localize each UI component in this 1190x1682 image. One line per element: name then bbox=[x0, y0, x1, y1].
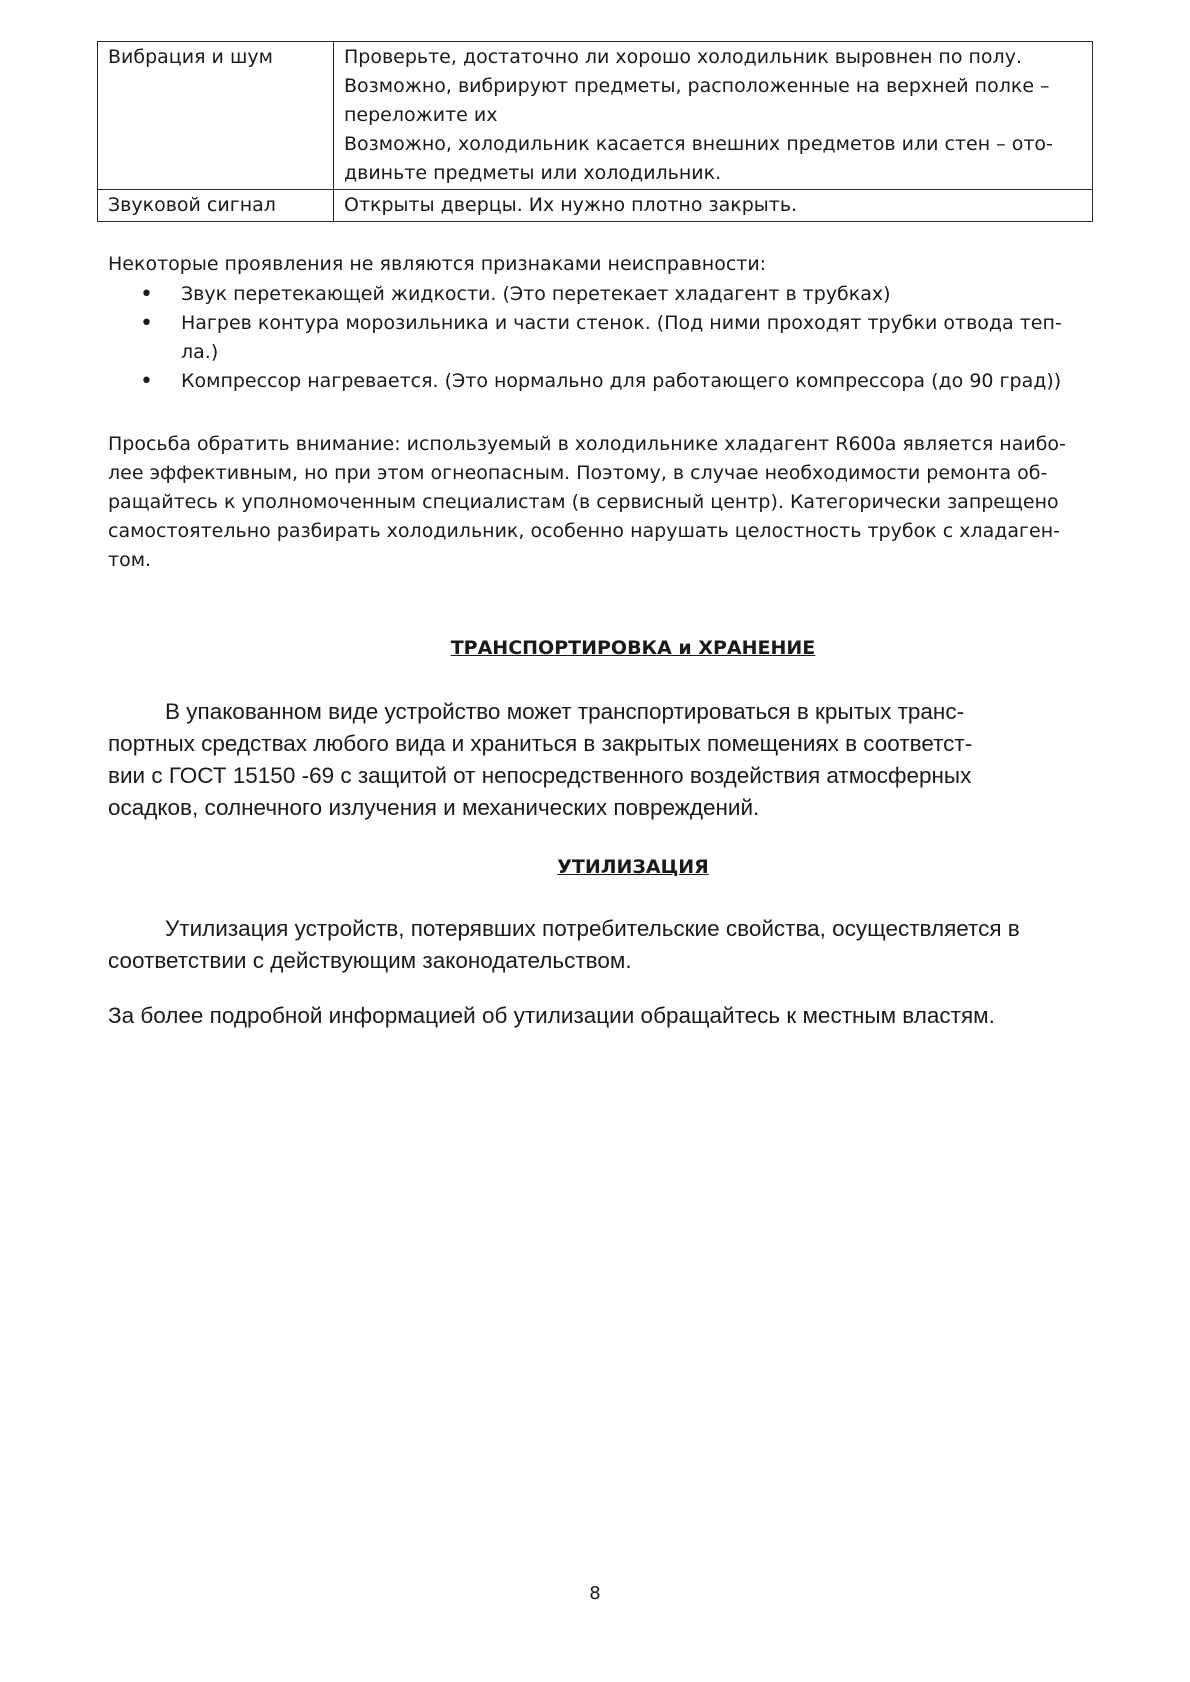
normal-signs-list bbox=[140, 280, 1062, 396]
solution-line: Проверьте, достаточно ли хорошо холодильник выровнен по полу. bbox=[344, 46, 1022, 68]
solution-line: Возможно, вибрируют предметы, расположенные на верхней полке – bbox=[344, 75, 1050, 97]
bullet-icon: • bbox=[140, 311, 153, 336]
table-row bbox=[98, 190, 1093, 222]
utilization-paragraph: Утилизация устройств, потерявших потребительские свойства, осуществляется в соответствии с действующим законодательством. bbox=[108, 916, 1020, 973]
solution-line: двиньте предметы или холодильник. bbox=[344, 162, 722, 184]
solution-line: Открыты дверцы. Их нужно плотно закрыть. bbox=[344, 194, 798, 216]
list-item: • Звук перетекающей жидкости. (Это перетекает хладагент в трубках) bbox=[140, 282, 891, 307]
solution-line: Возможно, холодильник касается внешних предметов или стен – ото- bbox=[344, 133, 1053, 155]
transport-paragraph: В упакованном виде устройство может транспортироваться в крытых транс- портных средствах любого вида и храниться в закрытых помещениях в соответст- вии с ГОСТ 15150 -69 с защитой от непосредственного воздействия атмосферных осадков, солнечного излучения и механических повреждений. bbox=[108, 699, 973, 820]
list-item: • Нагрев контура морозильника и части стенок. (Под ними проходят трубки отвода теп- ла.) bbox=[140, 311, 1062, 363]
transport-heading: ТРАНСПОРТИРОВКА и ХРАНЕНИЕ bbox=[450, 637, 816, 659]
normal-signs-intro: Некоторые проявления не являются признаками неисправности: bbox=[108, 253, 767, 275]
utilization-heading: УТИЛИЗАЦИЯ bbox=[557, 856, 709, 878]
table-cell-problem bbox=[98, 190, 334, 222]
problem-label: Вибрация и шум bbox=[108, 46, 273, 68]
troubleshooting-table bbox=[97, 41, 1093, 222]
table-cell-problem bbox=[98, 42, 334, 190]
bullet-icon: • bbox=[140, 282, 153, 307]
bullet-icon: • bbox=[140, 369, 153, 394]
solution-line: переложите их bbox=[344, 104, 498, 126]
list-item: • Компрессор нагревается. (Это нормально для работающего компрессора (до 90 град)) bbox=[140, 369, 1062, 394]
problem-label: Звуковой сигнал bbox=[108, 194, 276, 216]
refrigerant-notice: Просьба обратить внимание: используемый в холодильнике хладагент R600a является наибо- лее эффективным, но при этом огнеопасным. Поэтому, в случае необходимости ремонта об- ращайтесь к уполномоченным специалистам (в сервисный центр). Категорически запрещено самостоятельно разбирать холодильник, особенно нарушать целостность трубок с хладаген- том. bbox=[108, 433, 1066, 571]
page-number: 8 bbox=[589, 1583, 601, 1604]
table-cell-solution bbox=[334, 190, 1093, 222]
table-row bbox=[98, 42, 1093, 190]
authorities-paragraph: За более подробной информацией об утилизации обращайтесь к местным властям. bbox=[108, 1003, 995, 1028]
table-cell-solution bbox=[334, 42, 1093, 190]
